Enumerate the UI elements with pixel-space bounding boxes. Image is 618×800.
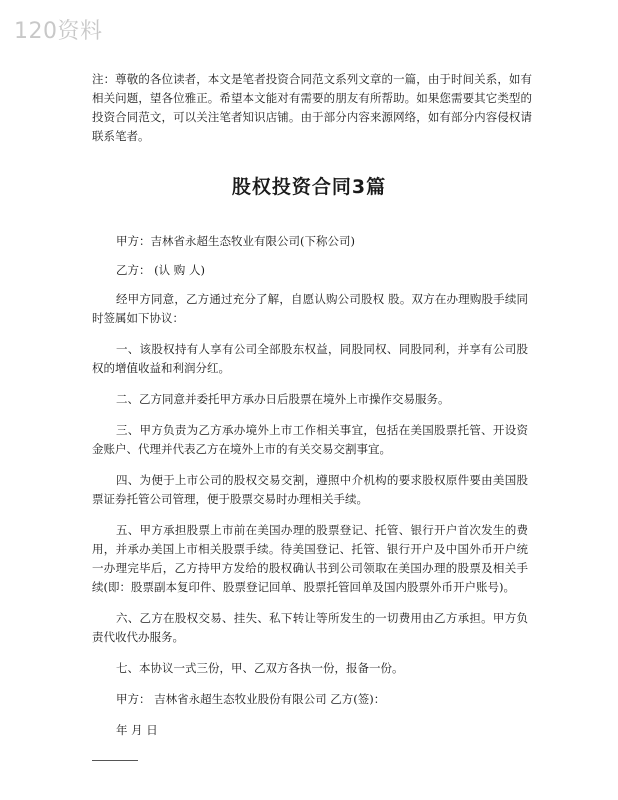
clause-1: 一、该股权持有人享有公司全部股东权益，同股同权、同股同利，并享有公司股权的增值收益和利润分红。 [92,342,528,375]
party-a: 甲方：吉林省永超生态牧业有限公司(下称公司) [116,234,355,248]
contract-body [92,232,528,761]
party-b: 乙方： (认 购 人) [116,263,205,277]
watermark: 120资料 [14,19,103,44]
page-title: 股权投资合同3篇 [231,176,387,198]
clause-5: 五、甲方承担股票上市前在美国办理的股票登记、托管、银行开户首次发生的费用，并承办美国上市相关股票手续。待美国登记、托管、银行开户及中国外币开户统一办理完毕后，乙方持甲方发给的股权确认书到公司领取在美国办理的股票及相关手续(即：股票副本复印件、股票登记回单、股票托管回单及国内股票外币开户账号)。 [92,523,528,594]
author-note: 注：尊敬的各位读者，本文是笔者投资合同范文系列文章的一篇，由于时间关系，如有相关问题，望各位雅正。希望本文能对有需要的朋友有所帮助。如果您需要其它类型的投资合同范文，可以关注笔者知识店铺。由于部分内容来源网络，如有部分内容侵权请联系笔者。 [92,72,532,143]
clause-6: 六、乙方在股权交易、挂失、私下转让等所发生的一切费用由乙方承担。甲方负责代收代办服务。 [92,611,528,644]
blank-underline [92,752,138,761]
clause-2: 二、乙方同意并委托甲方承办日后股票在境外上市操作交易服务。 [116,392,450,406]
date-line: 年 月 日 [116,723,158,737]
clause-7: 七、本协议一式三份，甲、乙双方各执一份，报备一份。 [116,661,404,675]
signature-line: 甲方： 吉林省永超生态牧业股份有限公司 乙方(签)： [116,692,386,706]
clause-3: 三、甲方负责为乙方承办境外上市工作相关事宜，包括在美国股票托管、开设资金账户、代理并代表乙方在境外上市的有关交易交割事宜。 [92,423,528,456]
contract-intro: 经甲方同意，乙方通过充分了解，自愿认购公司股权 股。双方在办理购股手续同时签属如下协议： [92,292,528,325]
clause-4: 四、为便于上市公司的股权交易交割，遵照中介机构的要求股权原件要由美国股票证券托管公司管理，便于股票交易时办理相关手续。 [92,473,528,506]
